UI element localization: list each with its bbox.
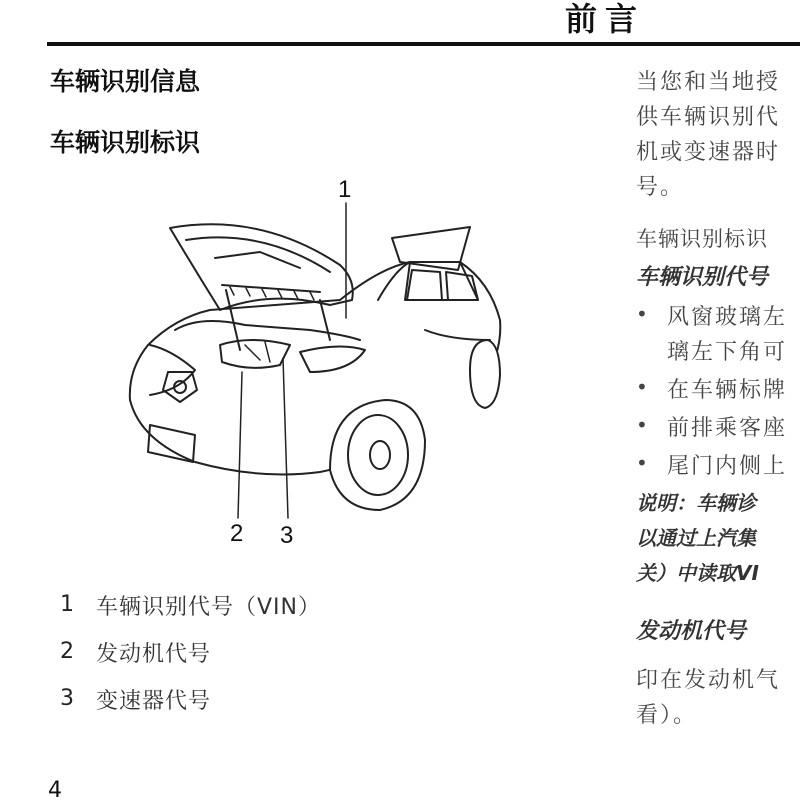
bullet-text: 前排乘客座 xyxy=(667,416,788,441)
caption-number: 1 xyxy=(60,592,74,617)
subheading: 车辆识别标识 xyxy=(636,227,768,251)
body-text-line: 供车辆识别代 xyxy=(636,105,781,130)
caption-number: 3 xyxy=(60,686,74,711)
vin-heading: 车辆识别代号 xyxy=(636,265,769,290)
callout-number-3: 3 xyxy=(280,522,294,549)
note-line: 以通过上汽集 xyxy=(636,526,756,550)
body-text-line: 印在发动机气 xyxy=(636,668,781,693)
heading-vehicle-identification-info: 车辆识别信息 xyxy=(50,67,201,96)
bullet-marker: • xyxy=(636,451,648,475)
section-title: 前言 xyxy=(564,0,645,38)
caption-text: 发动机代号 xyxy=(96,642,212,667)
bullet-marker: • xyxy=(636,413,648,437)
caption-text: 车辆识别代号（VIN） xyxy=(96,595,321,620)
note-line: 说明：车辆诊 xyxy=(636,491,756,515)
body-text-line: 看）。 xyxy=(636,703,698,728)
heading-vehicle-identification-marks: 车辆识别标识 xyxy=(50,128,201,157)
callout-number-2: 2 xyxy=(230,520,244,547)
body-text-line: 机或变速器时 xyxy=(636,140,781,165)
caption-number: 2 xyxy=(60,639,74,664)
bullet-marker: • xyxy=(636,302,648,326)
engine-code-heading: 发动机代号 xyxy=(636,619,747,644)
page-number: 4 xyxy=(48,778,62,803)
body-text-line: 当您和当地授 xyxy=(636,70,781,95)
bullet-text: 在车辆标牌 xyxy=(667,378,788,403)
note-line: 关）中读取VI xyxy=(636,561,759,585)
callout-number-1: 1 xyxy=(338,176,352,203)
bullet-marker: • xyxy=(636,375,648,399)
caption-text: 变速器代号 xyxy=(96,689,212,714)
bullet-text: 风窗玻璃左 xyxy=(667,305,788,330)
bullet-text: 璃左下角可 xyxy=(667,340,788,365)
bullet-text: 尾门内侧上 xyxy=(667,454,788,479)
body-text-line: 号。 xyxy=(636,175,685,200)
